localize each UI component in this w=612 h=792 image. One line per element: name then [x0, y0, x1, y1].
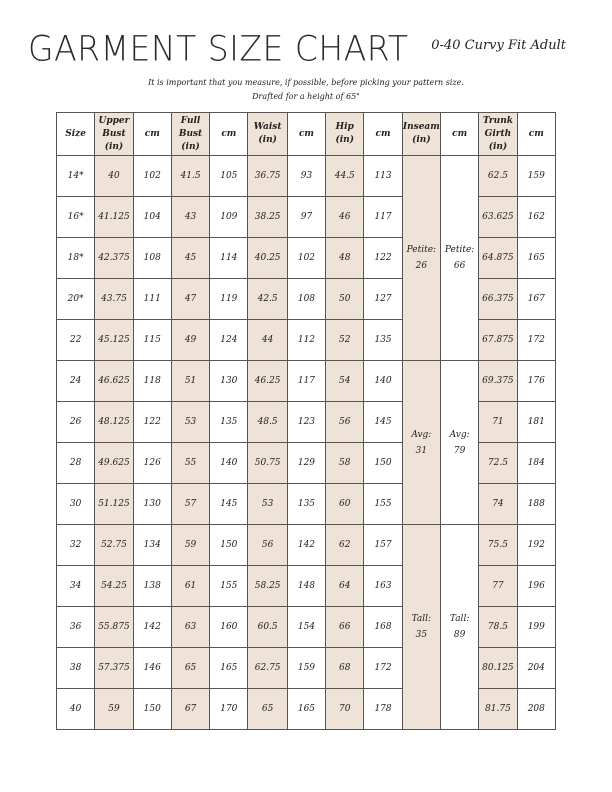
- full-bust-in-cell: 49: [171, 320, 209, 361]
- hip-in-cell: 48: [326, 238, 364, 279]
- full-bust-cm-cell: 160: [210, 607, 248, 648]
- upper-bust-in-cell: 42.375: [95, 238, 133, 279]
- table-row: [57, 689, 556, 730]
- upper-bust-in-cell: 55.875: [95, 607, 133, 648]
- full-bust-in-cell: 57: [171, 484, 209, 525]
- table-row: [57, 443, 556, 484]
- waist-in-cell: 42.5: [248, 279, 287, 320]
- size-cell: 26: [57, 402, 95, 443]
- trunk-girth-cm-cell: 188: [517, 484, 555, 525]
- size-cell: 28: [57, 443, 95, 484]
- hip-cm-cell: 145: [364, 402, 402, 443]
- waist-in-cell: 44: [248, 320, 287, 361]
- upper-bust-in-cell: 45.125: [95, 320, 133, 361]
- trunk-girth-cm-cell: 162: [517, 197, 555, 238]
- upper-bust-in-cell: 40: [95, 156, 133, 197]
- trunk-girth-in-cell: 66.375: [479, 279, 517, 320]
- waist-cm-cell: 148: [287, 566, 325, 607]
- table-row: [57, 566, 556, 607]
- trunk-girth-in-cell: 78.5: [479, 607, 517, 648]
- hip-cm-cell: 140: [364, 361, 402, 402]
- hip-cm-cell: 168: [364, 607, 402, 648]
- full-bust-in-cell: 51: [171, 361, 209, 402]
- waist-in-cell: 60.5: [248, 607, 287, 648]
- header-inseam: Inseam (in): [402, 113, 440, 156]
- hip-cm-cell: 113: [364, 156, 402, 197]
- size-cell: 16*: [57, 197, 95, 238]
- trunk-girth-cm-cell: 199: [517, 607, 555, 648]
- full-bust-in-cell: 59: [171, 525, 209, 566]
- full-bust-cm-cell: 155: [210, 566, 248, 607]
- waist-in-cell: 46.25: [248, 361, 287, 402]
- trunk-girth-cm-cell: 192: [517, 525, 555, 566]
- waist-in-cell: 50.75: [248, 443, 287, 484]
- table-row: [57, 402, 556, 443]
- header-full-bust: Full Bust (in): [171, 113, 209, 156]
- waist-in-cell: 53: [248, 484, 287, 525]
- header-waist-cm: cm: [287, 113, 325, 156]
- size-chart-table: [56, 112, 556, 730]
- table-row: [57, 525, 556, 566]
- upper-bust-cm-cell: 115: [133, 320, 171, 361]
- full-bust-in-cell: 61: [171, 566, 209, 607]
- header-full-bust-cm: cm: [210, 113, 248, 156]
- trunk-girth-in-cell: 80.125: [479, 648, 517, 689]
- hip-cm-cell: 163: [364, 566, 402, 607]
- trunk-girth-cm-cell: 176: [517, 361, 555, 402]
- full-bust-cm-cell: 114: [210, 238, 248, 279]
- measure-note: It is important that you measure, if possible, before picking your pattern size.: [148, 78, 464, 87]
- waist-in-cell: 38.25: [248, 197, 287, 238]
- waist-in-cell: 48.5: [248, 402, 287, 443]
- hip-cm-cell: 172: [364, 648, 402, 689]
- table-row: [57, 197, 556, 238]
- upper-bust-cm-cell: 108: [133, 238, 171, 279]
- size-cell: 30: [57, 484, 95, 525]
- upper-bust-in-cell: 41.125: [95, 197, 133, 238]
- hip-in-cell: 66: [326, 607, 364, 648]
- waist-cm-cell: 102: [287, 238, 325, 279]
- hip-in-cell: 44.5: [326, 156, 364, 197]
- header-upper-bust: Upper Bust (in): [95, 113, 133, 156]
- table-row: [57, 648, 556, 689]
- upper-bust-cm-cell: 122: [133, 402, 171, 443]
- hip-cm-cell: 150: [364, 443, 402, 484]
- header-upper-bust-cm: cm: [133, 113, 171, 156]
- height-note: Drafted for a height of 65": [252, 92, 360, 101]
- full-bust-cm-cell: 165: [210, 648, 248, 689]
- inseam-cm-group-cell: Petite: 66: [440, 156, 478, 361]
- inseam-in-group-cell: Avg: 31: [402, 361, 440, 525]
- waist-in-cell: 56: [248, 525, 287, 566]
- header-size: Size: [57, 113, 95, 156]
- trunk-girth-in-cell: 69.375: [479, 361, 517, 402]
- hip-in-cell: 68: [326, 648, 364, 689]
- size-cell: 24: [57, 361, 95, 402]
- waist-cm-cell: 108: [287, 279, 325, 320]
- header-inseam-cm: cm: [440, 113, 478, 156]
- upper-bust-cm-cell: 142: [133, 607, 171, 648]
- upper-bust-cm-cell: 138: [133, 566, 171, 607]
- trunk-girth-cm-cell: 196: [517, 566, 555, 607]
- header-hip: Hip (in): [326, 113, 364, 156]
- hip-in-cell: 50: [326, 279, 364, 320]
- header-trunk-girth: Trunk Girth (in): [479, 113, 517, 156]
- upper-bust-cm-cell: 118: [133, 361, 171, 402]
- inseam-cm-group-cell: Tall: 89: [440, 525, 478, 730]
- full-bust-cm-cell: 140: [210, 443, 248, 484]
- hip-cm-cell: 122: [364, 238, 402, 279]
- size-cell: 32: [57, 525, 95, 566]
- page-title: GARMENT SIZE CHART: [28, 28, 409, 69]
- table-row: [57, 238, 556, 279]
- hip-cm-cell: 117: [364, 197, 402, 238]
- trunk-girth-in-cell: 64.875: [479, 238, 517, 279]
- full-bust-cm-cell: 119: [210, 279, 248, 320]
- full-bust-cm-cell: 145: [210, 484, 248, 525]
- waist-cm-cell: 117: [287, 361, 325, 402]
- waist-in-cell: 36.75: [248, 156, 287, 197]
- upper-bust-in-cell: 54.25: [95, 566, 133, 607]
- hip-cm-cell: 155: [364, 484, 402, 525]
- upper-bust-cm-cell: 146: [133, 648, 171, 689]
- full-bust-in-cell: 55: [171, 443, 209, 484]
- hip-in-cell: 54: [326, 361, 364, 402]
- waist-cm-cell: 165: [287, 689, 325, 730]
- trunk-girth-in-cell: 75.5: [479, 525, 517, 566]
- waist-cm-cell: 93: [287, 156, 325, 197]
- upper-bust-cm-cell: 102: [133, 156, 171, 197]
- trunk-girth-in-cell: 71: [479, 402, 517, 443]
- hip-in-cell: 62: [326, 525, 364, 566]
- size-cell: 36: [57, 607, 95, 648]
- trunk-girth-in-cell: 81.75: [479, 689, 517, 730]
- header-waist: Waist (in): [248, 113, 287, 156]
- size-cell: 22: [57, 320, 95, 361]
- trunk-girth-cm-cell: 165: [517, 238, 555, 279]
- upper-bust-in-cell: 57.375: [95, 648, 133, 689]
- table-row: [57, 320, 556, 361]
- trunk-girth-in-cell: 67.875: [479, 320, 517, 361]
- hip-in-cell: 60: [326, 484, 364, 525]
- waist-cm-cell: 142: [287, 525, 325, 566]
- table-row: [57, 607, 556, 648]
- hip-in-cell: 56: [326, 402, 364, 443]
- full-bust-in-cell: 47: [171, 279, 209, 320]
- trunk-girth-cm-cell: 204: [517, 648, 555, 689]
- inseam-in-group-cell: Tall: 35: [402, 525, 440, 730]
- waist-cm-cell: 112: [287, 320, 325, 361]
- trunk-girth-cm-cell: 159: [517, 156, 555, 197]
- inseam-cm-group-cell: Avg: 79: [440, 361, 478, 525]
- hip-cm-cell: 157: [364, 525, 402, 566]
- full-bust-cm-cell: 135: [210, 402, 248, 443]
- upper-bust-cm-cell: 130: [133, 484, 171, 525]
- waist-cm-cell: 135: [287, 484, 325, 525]
- full-bust-in-cell: 67: [171, 689, 209, 730]
- waist-cm-cell: 97: [287, 197, 325, 238]
- full-bust-in-cell: 43: [171, 197, 209, 238]
- hip-in-cell: 64: [326, 566, 364, 607]
- upper-bust-in-cell: 48.125: [95, 402, 133, 443]
- waist-in-cell: 40.25: [248, 238, 287, 279]
- hip-in-cell: 58: [326, 443, 364, 484]
- upper-bust-cm-cell: 134: [133, 525, 171, 566]
- full-bust-cm-cell: 130: [210, 361, 248, 402]
- upper-bust-cm-cell: 150: [133, 689, 171, 730]
- chart-subtitle: 0-40 Curvy Fit Adult: [431, 38, 566, 53]
- upper-bust-in-cell: 43.75: [95, 279, 133, 320]
- trunk-girth-cm-cell: 172: [517, 320, 555, 361]
- waist-cm-cell: 159: [287, 648, 325, 689]
- size-cell: 14*: [57, 156, 95, 197]
- trunk-girth-cm-cell: 167: [517, 279, 555, 320]
- upper-bust-in-cell: 51.125: [95, 484, 133, 525]
- inseam-in-group-cell: Petite: 26: [402, 156, 440, 361]
- waist-cm-cell: 123: [287, 402, 325, 443]
- upper-bust-in-cell: 46.625: [95, 361, 133, 402]
- trunk-girth-cm-cell: 208: [517, 689, 555, 730]
- waist-in-cell: 65: [248, 689, 287, 730]
- hip-in-cell: 70: [326, 689, 364, 730]
- trunk-girth-in-cell: 77: [479, 566, 517, 607]
- waist-in-cell: 58.25: [248, 566, 287, 607]
- full-bust-cm-cell: 170: [210, 689, 248, 730]
- table-row: [57, 484, 556, 525]
- full-bust-in-cell: 41.5: [171, 156, 209, 197]
- trunk-girth-in-cell: 62.5: [479, 156, 517, 197]
- hip-cm-cell: 135: [364, 320, 402, 361]
- trunk-girth-cm-cell: 184: [517, 443, 555, 484]
- size-cell: 20*: [57, 279, 95, 320]
- trunk-girth-in-cell: 72.5: [479, 443, 517, 484]
- waist-in-cell: 62.75: [248, 648, 287, 689]
- hip-cm-cell: 178: [364, 689, 402, 730]
- header-trunk-girth-cm: cm: [517, 113, 555, 156]
- full-bust-in-cell: 45: [171, 238, 209, 279]
- trunk-girth-in-cell: 74: [479, 484, 517, 525]
- hip-cm-cell: 127: [364, 279, 402, 320]
- table-header-row: [57, 113, 556, 156]
- header-hip-cm: cm: [364, 113, 402, 156]
- size-cell: 40: [57, 689, 95, 730]
- full-bust-in-cell: 65: [171, 648, 209, 689]
- hip-in-cell: 46: [326, 197, 364, 238]
- full-bust-cm-cell: 109: [210, 197, 248, 238]
- waist-cm-cell: 154: [287, 607, 325, 648]
- hip-in-cell: 52: [326, 320, 364, 361]
- waist-cm-cell: 129: [287, 443, 325, 484]
- upper-bust-cm-cell: 111: [133, 279, 171, 320]
- upper-bust-cm-cell: 126: [133, 443, 171, 484]
- trunk-girth-in-cell: 63.625: [479, 197, 517, 238]
- full-bust-in-cell: 63: [171, 607, 209, 648]
- table-row: [57, 279, 556, 320]
- upper-bust-in-cell: 52.75: [95, 525, 133, 566]
- table-row: [57, 156, 556, 197]
- full-bust-cm-cell: 105: [210, 156, 248, 197]
- upper-bust-cm-cell: 104: [133, 197, 171, 238]
- size-cell: 18*: [57, 238, 95, 279]
- size-cell: 38: [57, 648, 95, 689]
- table-row: [57, 361, 556, 402]
- full-bust-in-cell: 53: [171, 402, 209, 443]
- size-cell: 34: [57, 566, 95, 607]
- full-bust-cm-cell: 150: [210, 525, 248, 566]
- upper-bust-in-cell: 49.625: [95, 443, 133, 484]
- trunk-girth-cm-cell: 181: [517, 402, 555, 443]
- full-bust-cm-cell: 124: [210, 320, 248, 361]
- upper-bust-in-cell: 59: [95, 689, 133, 730]
